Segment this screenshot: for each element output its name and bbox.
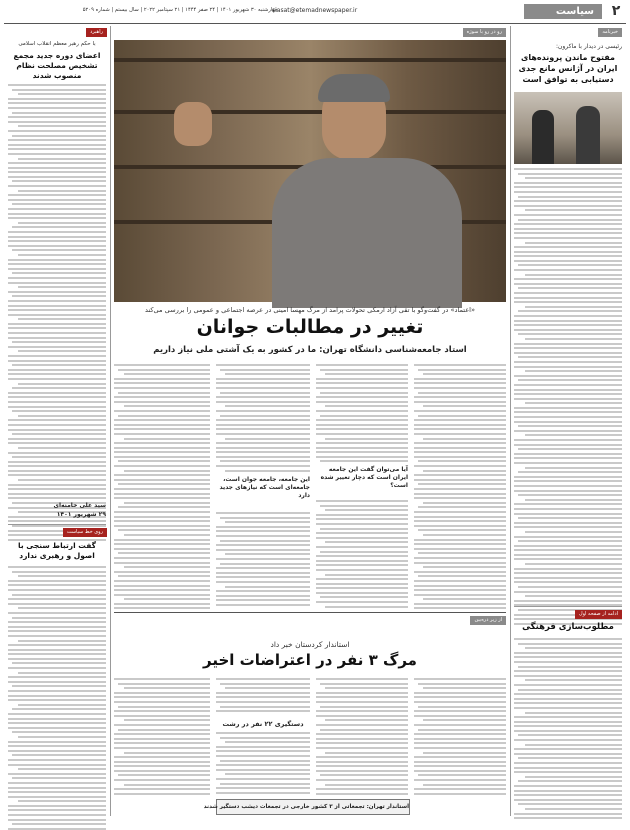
right-col-headline: مفتوح ماندن پرونده‌های ایران در آژانس مانع جدی دستیابی به توافق است [518, 53, 618, 84]
pull-quote-2: این جامعه، جامعه جوان است، جامعه‌ای است که نیازهای جدید دارد [219, 476, 310, 499]
right-col-kicker: رئیسی در دیدار با ماکرون: [555, 43, 622, 50]
right-col-tag: خبرنامه [598, 28, 622, 37]
center-text-col-4 [114, 364, 210, 608]
right-col-divider [514, 606, 622, 607]
center-text-col-3b [216, 512, 310, 608]
bottom-headline: مرگ ۳ نفر در اعتراضات اخیر [203, 651, 417, 669]
left-col-text-2 [8, 566, 106, 814]
article-intro: «اعتماد» در گفت‌وگو با تقی آزاد ارمکی تحولات پرامد از مرگ مهسا امینی در عرصه اجتماعی و عمومی را بررسی می‌کند [144, 306, 476, 314]
right-col-headline-2: مطلوب‌سازی فرهنگی [522, 622, 614, 632]
left-col-tag: راهبرد [86, 28, 107, 37]
left-col-tag-2: روی خط سیاست [63, 528, 107, 537]
center-text-col-2 [316, 364, 408, 464]
bottom-subhead: دستگیری ۲۲ نفر در رشت [222, 720, 304, 728]
signature-date: ۲۹ شهریور ۱۴۰۱ [56, 511, 106, 518]
bottom-text-col-4 [114, 678, 210, 798]
center-text-col-2b [316, 500, 408, 608]
bookshelf-1 [114, 58, 506, 62]
masthead-rule [4, 23, 626, 24]
left-col-headline-2: گفت ارتباط سنجی با اصول و رهبری ندارد [18, 541, 96, 560]
bottom-kicker: استاندار کردستان خبر داد [270, 640, 350, 649]
masthead [0, 0, 630, 22]
article-headline: تغییر در مطالبات جوانان [196, 316, 424, 338]
bottom-footer-box [203, 799, 410, 815]
right-col-tag-2: ادامه از صفحه اول [575, 610, 622, 619]
main-photo [114, 40, 506, 302]
portrait-hair [318, 74, 390, 102]
photo-figure-2 [576, 106, 600, 164]
left-col-headline: اعضای دوره جدید مجمع تشخیص مصلحت نظام منصوب شدند [13, 51, 101, 80]
center-text-col-3 [216, 364, 310, 472]
right-col-text-2 [514, 638, 622, 814]
bottom-text-col-3a [216, 678, 310, 718]
pull-quote-1: آیا می‌توان گفت این جامعه ایران است که دچار تغییر شده است؟ [320, 466, 408, 489]
portrait-hand [174, 102, 212, 146]
left-col-rule [110, 26, 111, 816]
bottom-text-col-3b [216, 732, 310, 798]
section-banner [524, 4, 602, 19]
right-col-rule [510, 26, 511, 816]
bottom-tag: از زیر ذره‌بین [470, 616, 506, 625]
website: siasat@etemadnewspaper.ir [272, 7, 358, 14]
bottom-text-col-1 [414, 678, 506, 798]
right-col-photo [514, 92, 622, 164]
section-title: سیاست [555, 6, 594, 17]
bookshelf-2 [114, 110, 506, 114]
bottom-text-col-2 [316, 678, 408, 798]
page-number: ۲ [611, 3, 621, 19]
signature: سید علی خامنه‌ای [53, 502, 106, 509]
issue-date: چهارشنبه ۳۰ شهریور ۱۴۰۱ | ۲۴ صفر ۱۴۴۴ | ۲۱ سپتامبر ۲۰۲۲ | سال بیستم | شماره ۵۲۰۹ [82, 7, 278, 13]
bottom-divider [114, 612, 506, 613]
bottom-footer-text: استاندار تهران: تجمعاتی از ۳ کشور خارجی در تجمعات دیشب دستگیر شدند [203, 804, 409, 810]
article-subhead: استاد جامعه‌شناسی دانشگاه تهران: ما در کشور به یک آشتی ملی نیاز داریم [153, 345, 467, 355]
left-col-kicker: با حکم رهبر معظم انقلاب اسلامی [18, 41, 96, 47]
center-text-col-1 [414, 364, 506, 608]
center-tag: رو در رو با سوژه [463, 28, 506, 37]
left-col-divider [8, 524, 106, 525]
left-col-text [8, 84, 106, 500]
portrait-body [272, 158, 462, 308]
photo-figure-1 [532, 110, 554, 164]
right-col-text-1 [514, 168, 622, 606]
